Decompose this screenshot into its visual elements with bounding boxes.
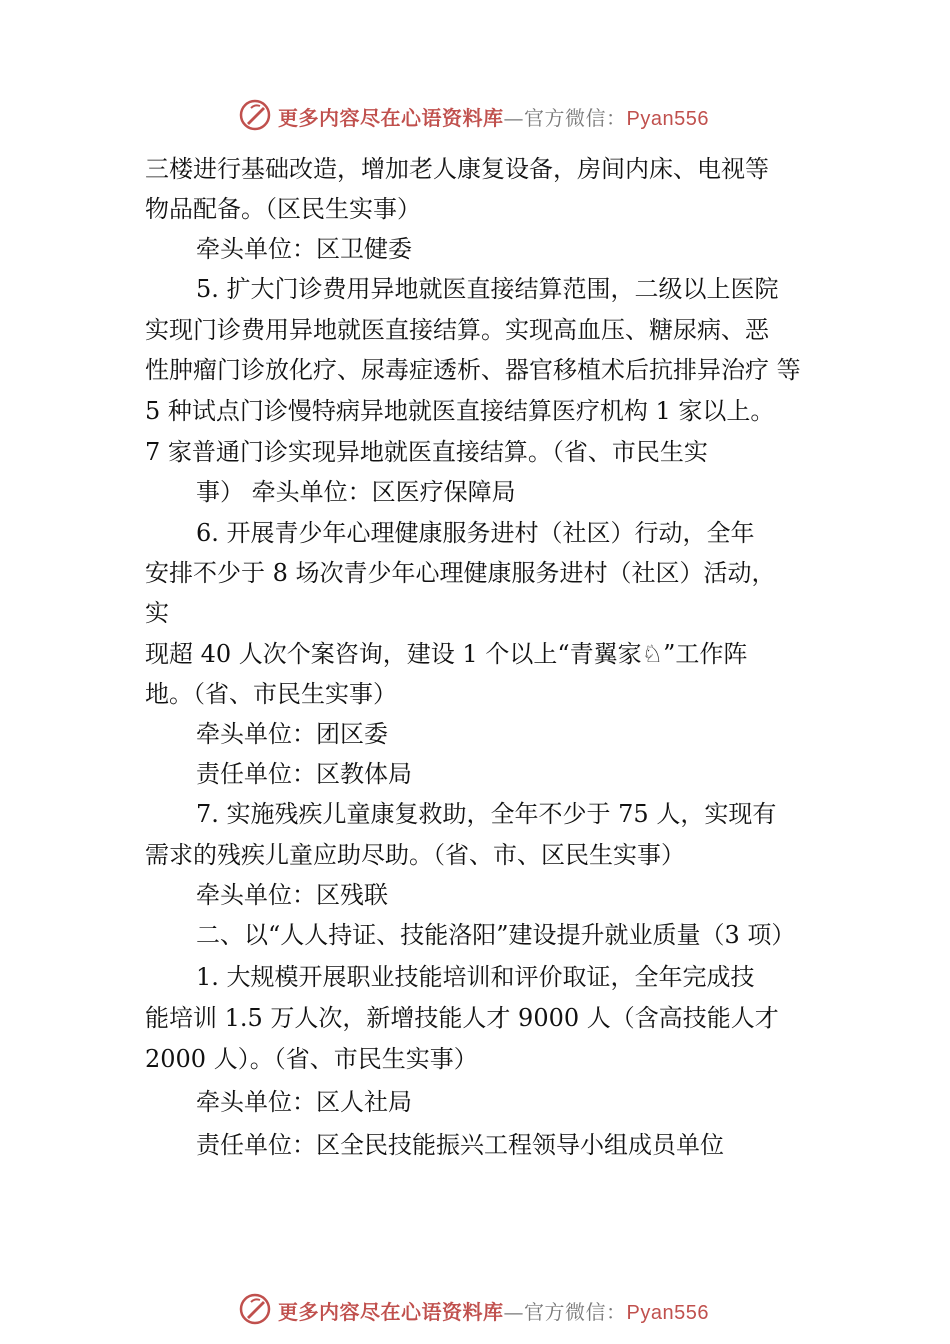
- text-line: 物品配备。（区民生实事）: [145, 195, 421, 223]
- footer-banner: [0, 1290, 950, 1330]
- text-line: 实现门诊费用异地就医直接结算。实现高血压、糖尿病、恶: [145, 316, 769, 344]
- text-line: 7 家普通门诊实现异地就医直接结算。（省、市民生实: [145, 438, 708, 466]
- text-line: 牵头单位：区卫健委: [196, 235, 412, 263]
- text-line: 地。（省、市民生实事）: [145, 680, 397, 708]
- text-line: 1. 大规模开展职业技能培训和评价取证，全年完成技: [196, 963, 755, 991]
- text-line: 5. 扩大门诊费用异地就医直接结算范围，二级以上医院: [196, 275, 779, 303]
- banner-main: 更多内容尽在心语资料库: [278, 1300, 504, 1324]
- text-line: 责任单位：区教体局: [196, 760, 412, 788]
- banner-main: 更多内容尽在心语资料库: [278, 106, 504, 130]
- text-line: 7. 实施残疾儿童康复救助，全年不少于 75 人，实现有: [196, 800, 777, 828]
- text-line: 责任单位：区全民技能振兴工程领导小组成员单位: [196, 1131, 724, 1159]
- banner-official: 官方微信：: [524, 1300, 627, 1324]
- section-heading: 二、以“人人持证、技能洛阳”建设提升就业质量（3 项）: [196, 921, 796, 949]
- text-line: 2000 人）。（省、市民生实事）: [145, 1045, 478, 1073]
- text-line: 6. 开展青少年心理健康服务进村（社区）行动，全年: [196, 519, 755, 547]
- banner-wechat-id: Pyan556: [626, 1302, 709, 1324]
- banner-dash: —: [503, 1300, 524, 1324]
- header-banner: [0, 96, 950, 136]
- pen-logo-icon: [238, 98, 272, 132]
- banner-text: [278, 102, 709, 131]
- text-line: 需求的残疾儿童应助尽助。（省、市、区民生实事）: [145, 841, 685, 869]
- text-line: 牵头单位：区残联: [196, 881, 388, 909]
- text-line: 现超 40 人次个案咨询，建设 1 个以上“青翼家♘”工作阵: [145, 640, 748, 668]
- banner-official: 官方微信：: [524, 106, 627, 130]
- banner-dash: —: [503, 106, 524, 130]
- pen-logo-icon: [238, 1292, 272, 1326]
- text-line: 牵头单位：团区委: [196, 720, 388, 748]
- banner-text: [278, 1296, 709, 1325]
- text-line: 5 种试点门诊慢特病异地就医直接结算医疗机构 1 家以上。: [145, 397, 775, 425]
- text-line: 能培训 1.5 万人次，新增技能人才 9000 人（含高技能人才: [145, 1004, 779, 1032]
- text-line: 性肿瘤门诊放化疗、尿毒症透析、器官移植术后抗排异治疗 等: [145, 356, 801, 384]
- text-line: 事） 牵头单位：区医疗保障局: [196, 478, 516, 506]
- text-line: 实: [145, 599, 169, 627]
- text-line: 三楼进行基础改造，增加老人康复设备，房间内床、电视等: [145, 155, 769, 183]
- text-line: 安排不少于 8 场次青少年心理健康服务进村（社区）活动，: [145, 559, 776, 587]
- banner-wechat-id: Pyan556: [626, 108, 709, 130]
- text-line: 牵头单位：区人社局: [196, 1088, 412, 1116]
